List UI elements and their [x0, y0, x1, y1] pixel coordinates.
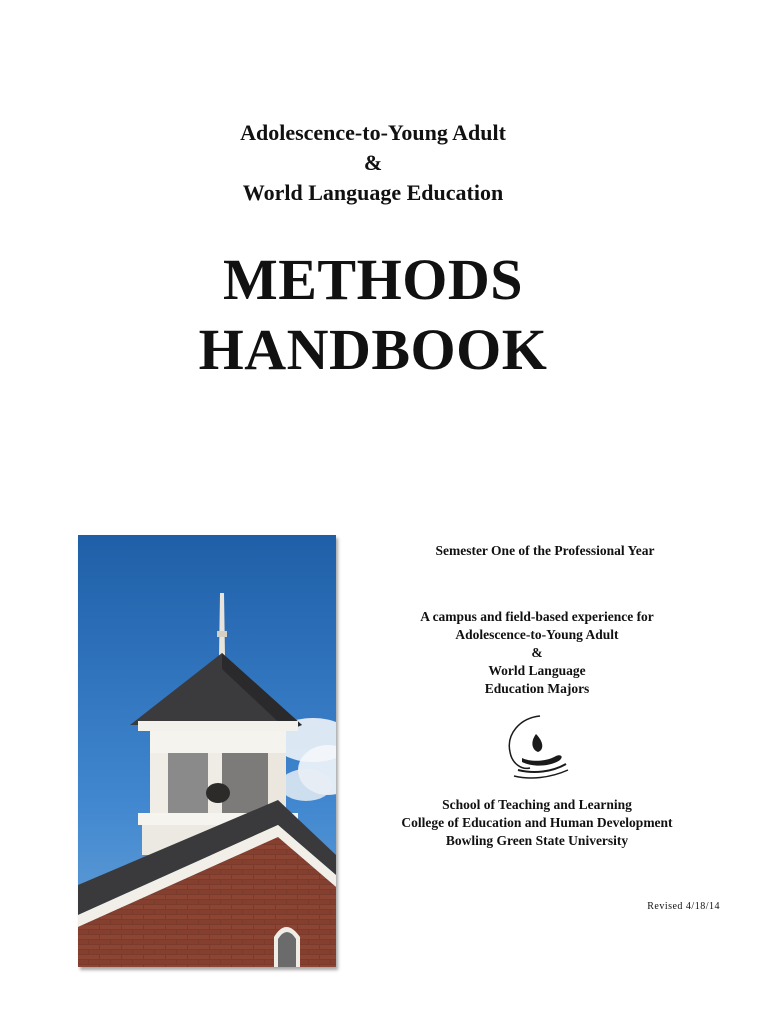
schoolhouse-photo [78, 535, 336, 967]
program-heading-line-2: World Language Education [242, 180, 504, 205]
description-line-5: Education Majors [484, 681, 590, 696]
revision-date: Revised 4/18/14 [647, 901, 720, 912]
handbook-title-line-2: HANDBOOK [198, 317, 548, 382]
program-heading [0, 118, 746, 208]
program-heading-line-1: Adolescence-to-Young Adult [240, 120, 506, 145]
handbook-title-line-1: METHODS [223, 247, 523, 312]
lamp-of-learning-icon [500, 712, 574, 784]
school-name: School of Teaching and Learning [442, 797, 632, 812]
university-name: Bowling Green State University [445, 833, 629, 848]
description-line-2: Adolescence-to-Young Adult [455, 627, 619, 642]
description-line-4: World Language [488, 663, 586, 678]
description-line-3: & [531, 645, 543, 660]
institution-block [360, 796, 714, 850]
college-name: College of Education and Human Development [401, 815, 673, 830]
handbook-title [0, 245, 746, 385]
program-description [360, 608, 714, 698]
schoolhouse-illustration [78, 535, 336, 967]
semester-label: Semester One of the Professional Year [435, 543, 655, 558]
description-line-1: A campus and field-based experience for [420, 609, 654, 624]
program-heading-ampersand: & [363, 150, 383, 175]
